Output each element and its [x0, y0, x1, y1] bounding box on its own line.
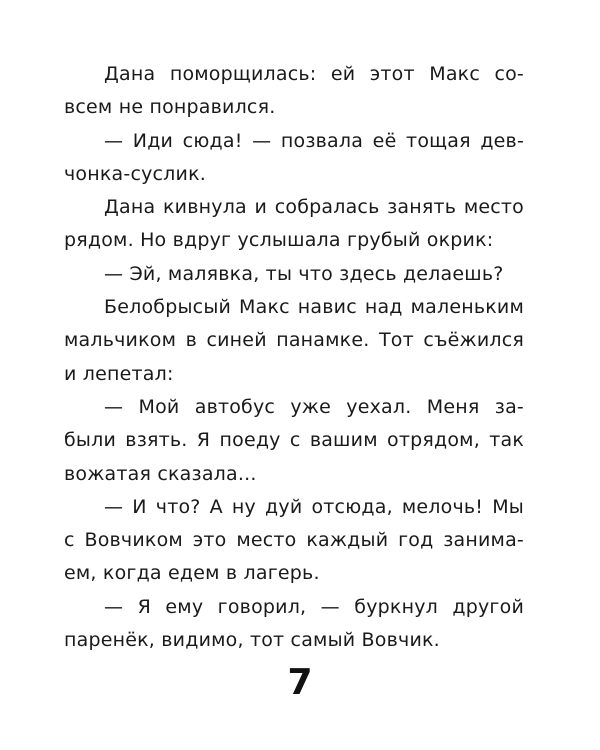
text-line: — Эй, малявка, ты что здесь делаешь? [104, 262, 504, 285]
paragraph [64, 258, 524, 291]
paragraph [64, 191, 524, 258]
paragraph [64, 291, 524, 391]
text-line: Белобрысый Макс навис над маленьким [104, 296, 524, 319]
text-line: ем, когда едем в лагерь. [64, 562, 320, 585]
paragraph [64, 491, 524, 591]
text-line: Дана кивнула и собралась занять место [104, 196, 524, 219]
body-text [64, 58, 524, 657]
text-line: паренёк, видимо, тот самый Вовчик. [64, 629, 440, 652]
paragraph [64, 591, 524, 658]
text-line: вожатая сказала... [64, 462, 257, 485]
text-line: всем не понравился. [64, 96, 276, 119]
text-line: и лепетал: [64, 362, 174, 385]
text-line: с Вовчиком это место каждый год занима- [64, 529, 524, 552]
text-line: — Мой автобус уже уехал. Меня за- [104, 395, 524, 418]
page-number: 7 [287, 662, 313, 703]
text-line: — И что? А ну дуй отсюда, мелочь! Мы [104, 495, 524, 518]
text-line: чонка-суслик. [64, 162, 206, 185]
text-line: мальчиком в синей панамке. Тот съёжился [64, 329, 524, 352]
paragraph [64, 58, 524, 125]
text-line: Дана поморщилась: ей этот Макс со- [104, 63, 524, 85]
text-line: рядом. Но вдруг услышала грубый окрик: [64, 229, 494, 252]
paragraph [64, 125, 524, 192]
text-line: — Иди сюда! — позвала её тощая дев- [104, 129, 524, 152]
paragraph [64, 391, 524, 491]
text-line: были взять. Я поеду с вашим отрядом, так [64, 429, 524, 452]
text-line: — Я ему говорил, — буркнул другой [104, 595, 524, 618]
